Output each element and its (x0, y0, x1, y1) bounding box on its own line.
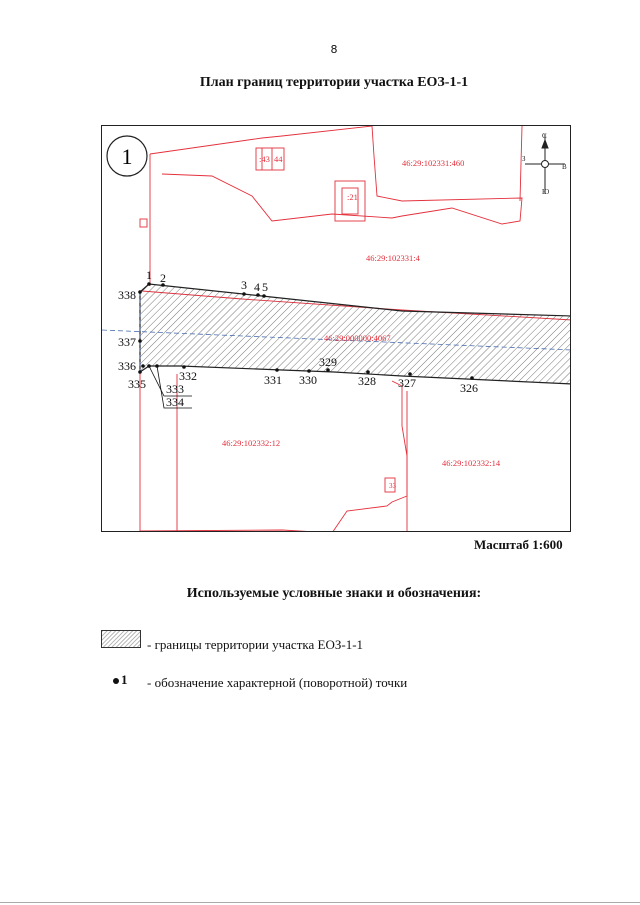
compass-south: Ю (542, 188, 550, 196)
parcel-label: 46:29:102331:4 (366, 253, 420, 263)
legend-boundary-text: - границы территории участка ЕОЗ-1-1 (147, 637, 364, 652)
point-label: 1 (146, 268, 152, 282)
point-label: 4 (254, 280, 260, 294)
parcel-label: 46:29:102331:460 (402, 158, 465, 168)
point-label: 3 (241, 278, 247, 292)
boundary-map (101, 125, 571, 532)
compass-west: З (522, 155, 526, 163)
scale-label: Масштаб 1:600 (474, 537, 563, 552)
point-label: 337 (118, 335, 136, 349)
parcel-label: 44 (274, 154, 283, 164)
legend-title: Используемые условные знаки и обозначения: (186, 586, 482, 601)
point-label: 338 (118, 288, 136, 302)
legend-point-text: - обозначение характерной (поворотной) точки (147, 675, 408, 690)
point-label: 328 (358, 374, 376, 388)
legend-hatch-swatch (101, 630, 141, 648)
point-label: 330 (299, 373, 317, 387)
parcel-label: :43 (259, 154, 270, 164)
point-label: 326 (460, 381, 478, 395)
point-label: 336 (118, 359, 136, 373)
compass-icon (525, 134, 565, 194)
point-label: 335 (128, 377, 146, 391)
point-label: 329 (319, 355, 337, 369)
page-number: 8 (330, 43, 338, 56)
point-dot-icon (113, 678, 119, 684)
sheet-number: 1 (121, 144, 133, 169)
parcel-label: 33 (389, 482, 396, 490)
legend-point-symbol (113, 672, 128, 688)
page-edge-line (0, 902, 640, 903)
legend-point-number: 1 (121, 672, 128, 687)
compass-north: С (542, 132, 547, 140)
point-label: 334 (166, 395, 184, 409)
point-label: 331 (264, 373, 282, 387)
point-label: 5 (262, 280, 268, 294)
parcel-label: :21 (347, 192, 358, 202)
compass-east: В (562, 163, 567, 171)
point-label: 332 (179, 369, 197, 383)
point-label: 333 (166, 382, 184, 396)
point-label: 2 (160, 271, 166, 285)
parcel-label: 46:29:102332:14 (442, 458, 501, 468)
point-label: 327 (398, 376, 416, 390)
parcel-label: 46:29:000000:4067 (324, 333, 391, 343)
page-title: План границ территории участка ЕОЗ-1-1 (199, 75, 469, 90)
parcel-label: 46:29:102332:12 (222, 438, 281, 448)
